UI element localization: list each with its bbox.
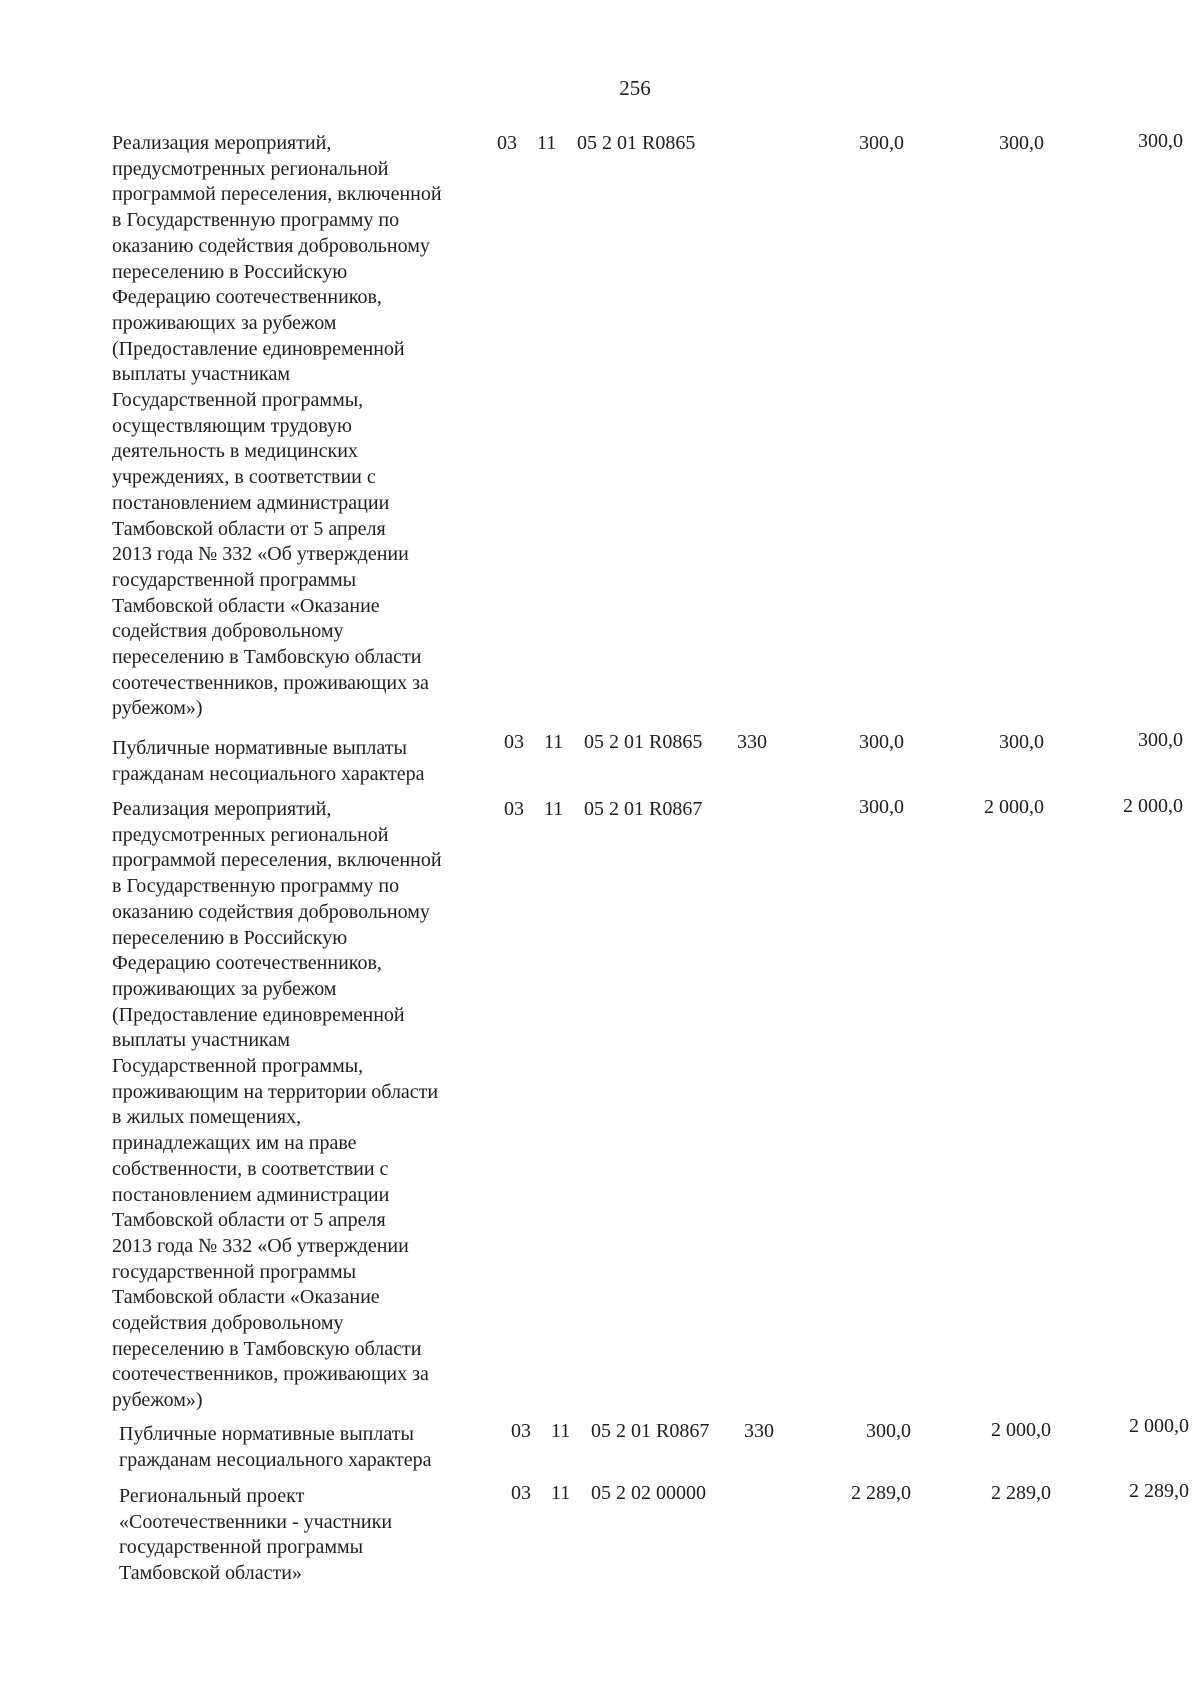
amount-year-3: 300,0 xyxy=(1138,130,1183,152)
section-code: 03 xyxy=(504,731,524,753)
target-article-code: 05 2 01 R0865 xyxy=(584,731,703,753)
subsection-code: 11 xyxy=(544,798,564,820)
subsection-code: 11 xyxy=(537,132,557,154)
amount-year-2: 300,0 xyxy=(999,731,1044,753)
subsection-code: 11 xyxy=(551,1482,571,1504)
amount-year-1: 300,0 xyxy=(859,132,904,154)
row-description: Региональный проект «Соотечественники - участники государственной программы Тамбовской области» xyxy=(119,1485,393,1585)
amount-year-2: 2 289,0 xyxy=(991,1482,1051,1504)
section-code: 03 xyxy=(504,798,524,820)
row-description: Публичные нормативные выплаты гражданам несоциального характера xyxy=(119,1423,432,1471)
amount-year-1: 300,0 xyxy=(859,731,904,753)
section-code: 03 xyxy=(497,132,517,154)
amount-year-2: 300,0 xyxy=(999,132,1044,154)
amount-year-2: 2 000,0 xyxy=(991,1419,1051,1441)
amount-year-1: 300,0 xyxy=(859,796,904,818)
amount-year-2: 2 000,0 xyxy=(984,796,1044,818)
amount-year-1: 2 289,0 xyxy=(851,1482,911,1504)
page-number: 256 xyxy=(619,76,651,100)
target-article-code: 05 2 01 R0867 xyxy=(584,798,703,820)
expense-type-code: 330 xyxy=(737,731,767,753)
amount-year-3: 2 289,0 xyxy=(1129,1480,1189,1502)
target-article-code: 05 2 01 R0865 xyxy=(577,132,696,154)
section-code: 03 xyxy=(511,1482,531,1504)
target-article-code: 05 2 01 R0867 xyxy=(591,1420,710,1442)
amount-year-3: 2 000,0 xyxy=(1129,1415,1189,1437)
expense-type-code: 330 xyxy=(744,1420,774,1442)
row-description: Реализация мероприятий, предусмотренных региональной программой переселения, включенной в Государственную программу по оказанию содействия добровольному переселению в Российскую Федерацию соотечественников, проживающих за рубежом (Предоставление единовременной выплаты участникам Государственной программы, проживающим на территории области в жилых помещениях, принадлежащих им на праве собственности, в соответствии с постановлением администрации Тамбовской области от 5 апреля 2013 года № 332 «Об утверждении государственной программы Тамбовской области «Оказание содействия добровольному переселению в Тамбовскую области соотечественников, проживающих за рубежом») xyxy=(112,798,442,1412)
row-description: Реализация мероприятий, предусмотренных региональной программой переселения, включенной в Государственную программу по оказанию содействия добровольному переселению в Российскую Федерацию соотечественников, проживающих за рубежом (Предоставление единовременной выплаты участникам Государственной программы, осуществляющим трудовую деятельность в медицинских учреждениях, в соответствии с постановлением администрации Тамбовской области от 5 апреля 2013 года № 332 «Об утверждении государственной программы Тамбовской области «Оказание содействия добровольному переселению в Тамбовскую области соотечественников, проживающих за рубежом») xyxy=(112,132,442,720)
amount-year-3: 300,0 xyxy=(1138,729,1183,751)
row-description: Публичные нормативные выплаты гражданам несоциального характера xyxy=(112,737,425,785)
amount-year-3: 2 000,0 xyxy=(1123,795,1183,817)
section-code: 03 xyxy=(511,1420,531,1442)
amount-year-1: 300,0 xyxy=(866,1420,911,1442)
subsection-code: 11 xyxy=(551,1420,571,1442)
subsection-code: 11 xyxy=(544,731,564,753)
target-article-code: 05 2 02 00000 xyxy=(591,1482,706,1504)
